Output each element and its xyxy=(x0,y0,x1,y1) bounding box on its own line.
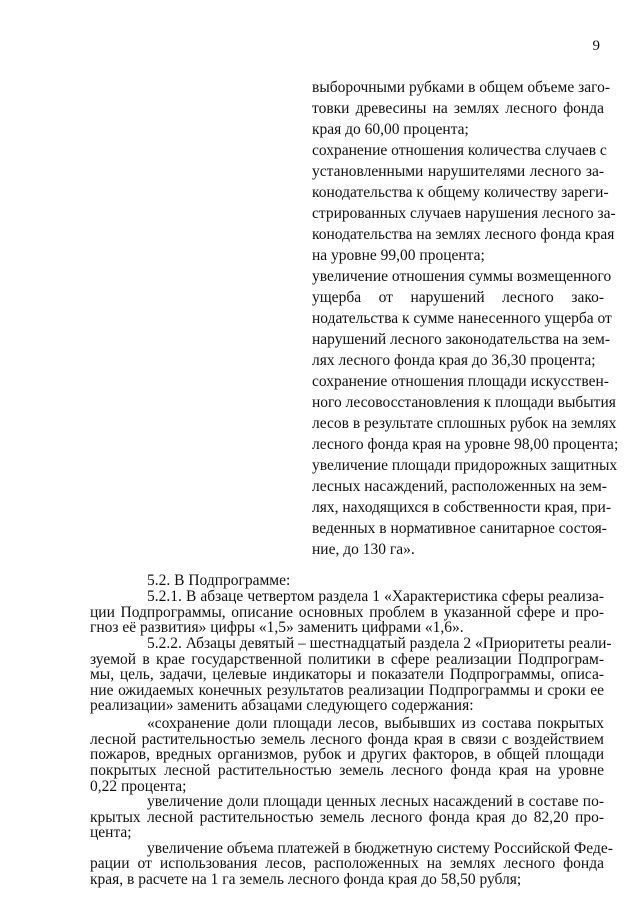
text-line: ние, до 130 га». xyxy=(312,541,415,558)
text-line: лесов в результате сплошных рубок на землях xyxy=(312,415,617,432)
text-line: ции Подпрограммы, описание основных проблем в указанной сфере и про- xyxy=(90,604,604,621)
text-line: лесного фонда края на уровне 98,00 процента; xyxy=(312,436,619,453)
text-line: товки древесины на землях лесного фонда xyxy=(312,100,604,117)
text-line: лесной растительностью земель лесного фонда края в связи с воздействием xyxy=(90,731,604,748)
text-line: покрытых лесной растительностью земель лесного фонда края на уровне xyxy=(90,762,604,779)
text-line: лях лесного фонда края до 36,30 процента; xyxy=(312,352,596,369)
text-line: ного лесовосстановления к площади выбытия xyxy=(312,394,616,411)
text-line: 5.2.1. В абзаце четвертом раздела 1 «Характеристика сферы реализа- xyxy=(147,588,604,605)
text-line: выборочными рубками в общем объеме заго- xyxy=(312,79,611,96)
text-line: края, в расчете на 1 га земель лесного фонда края до 58,50 рубля; xyxy=(90,871,522,888)
text-line: нодательства к сумме нанесенного ущерба от xyxy=(312,310,612,327)
text-line: увеличение отношения суммы возмещенного xyxy=(312,268,612,285)
text-line: конодательства на землях лесного фонда края xyxy=(312,226,615,243)
text-line: зуемой в крае государственной политики в сфере реализации Подпрограм- xyxy=(90,651,604,668)
text-line: реализации» заменить абзацами следующего содержания: xyxy=(90,697,474,714)
text-line: нарушений лесного законодательства на зем- xyxy=(312,331,611,348)
text-line: крытых лесной растительностью земель лесного фонда края до 82,20 про- xyxy=(90,809,604,826)
text-line: лесных насаждений, расположенных на зем- xyxy=(312,478,607,495)
text-line: ние ожидаемых конечных результатов реализации Подпрограммы и сроки ее xyxy=(90,682,604,699)
text-line: увеличение объема платежей в бюджетную систему Российской Феде- xyxy=(147,840,613,857)
page-number: 9 xyxy=(592,38,600,54)
text-line: «сохранение доли площади лесов, выбывших из состава покрытых xyxy=(147,715,604,732)
text-line: конодательства к общему количеству зареги- xyxy=(312,184,609,201)
text-line: мы, цель, задачи, целевые индикаторы и показатели Подпрограммы, описа- xyxy=(90,666,604,683)
section-heading: 5.2. В Подпрограмме: xyxy=(147,572,291,589)
text-line: сохранение отношения количества случаев с xyxy=(312,142,607,159)
text-line: пожаров, вредных организмов, рубок и других факторов, в общей площади xyxy=(90,746,604,763)
text-line: установленными нарушителями лесного за- xyxy=(312,163,604,180)
text-line: стрированных случаев нарушения лесного за- xyxy=(312,205,616,222)
text-line: ущерба от нарушений лесного зако- xyxy=(312,289,604,306)
text-line: рации от использования лесов, расположенных на землях лесного фонда xyxy=(90,855,604,872)
text-line: лях, находящихся в собственности края, при- xyxy=(312,499,611,516)
text-line: на уровне 99,00 процента; xyxy=(312,247,485,264)
text-line: веденных в нормативное санитарное состоя- xyxy=(312,520,607,537)
text-line: сохранение отношения площади искусствен- xyxy=(312,373,609,390)
text-line: края до 60,00 процента; xyxy=(312,121,469,138)
text-line: увеличение доли площади ценных лесных насаждений в составе по- xyxy=(147,793,604,810)
text-line: 5.2.2. Абзацы девятый – шестнадцатый раздела 2 «Приоритеты реали- xyxy=(147,635,612,652)
text-line: цента; xyxy=(90,824,132,841)
text-line: увеличение площади придорожных защитных xyxy=(312,457,618,474)
text-line: 0,22 процента; xyxy=(90,778,187,795)
text-line: гноз её развития» цифры «1,5» заменить цифрами «1,6». xyxy=(90,619,464,636)
